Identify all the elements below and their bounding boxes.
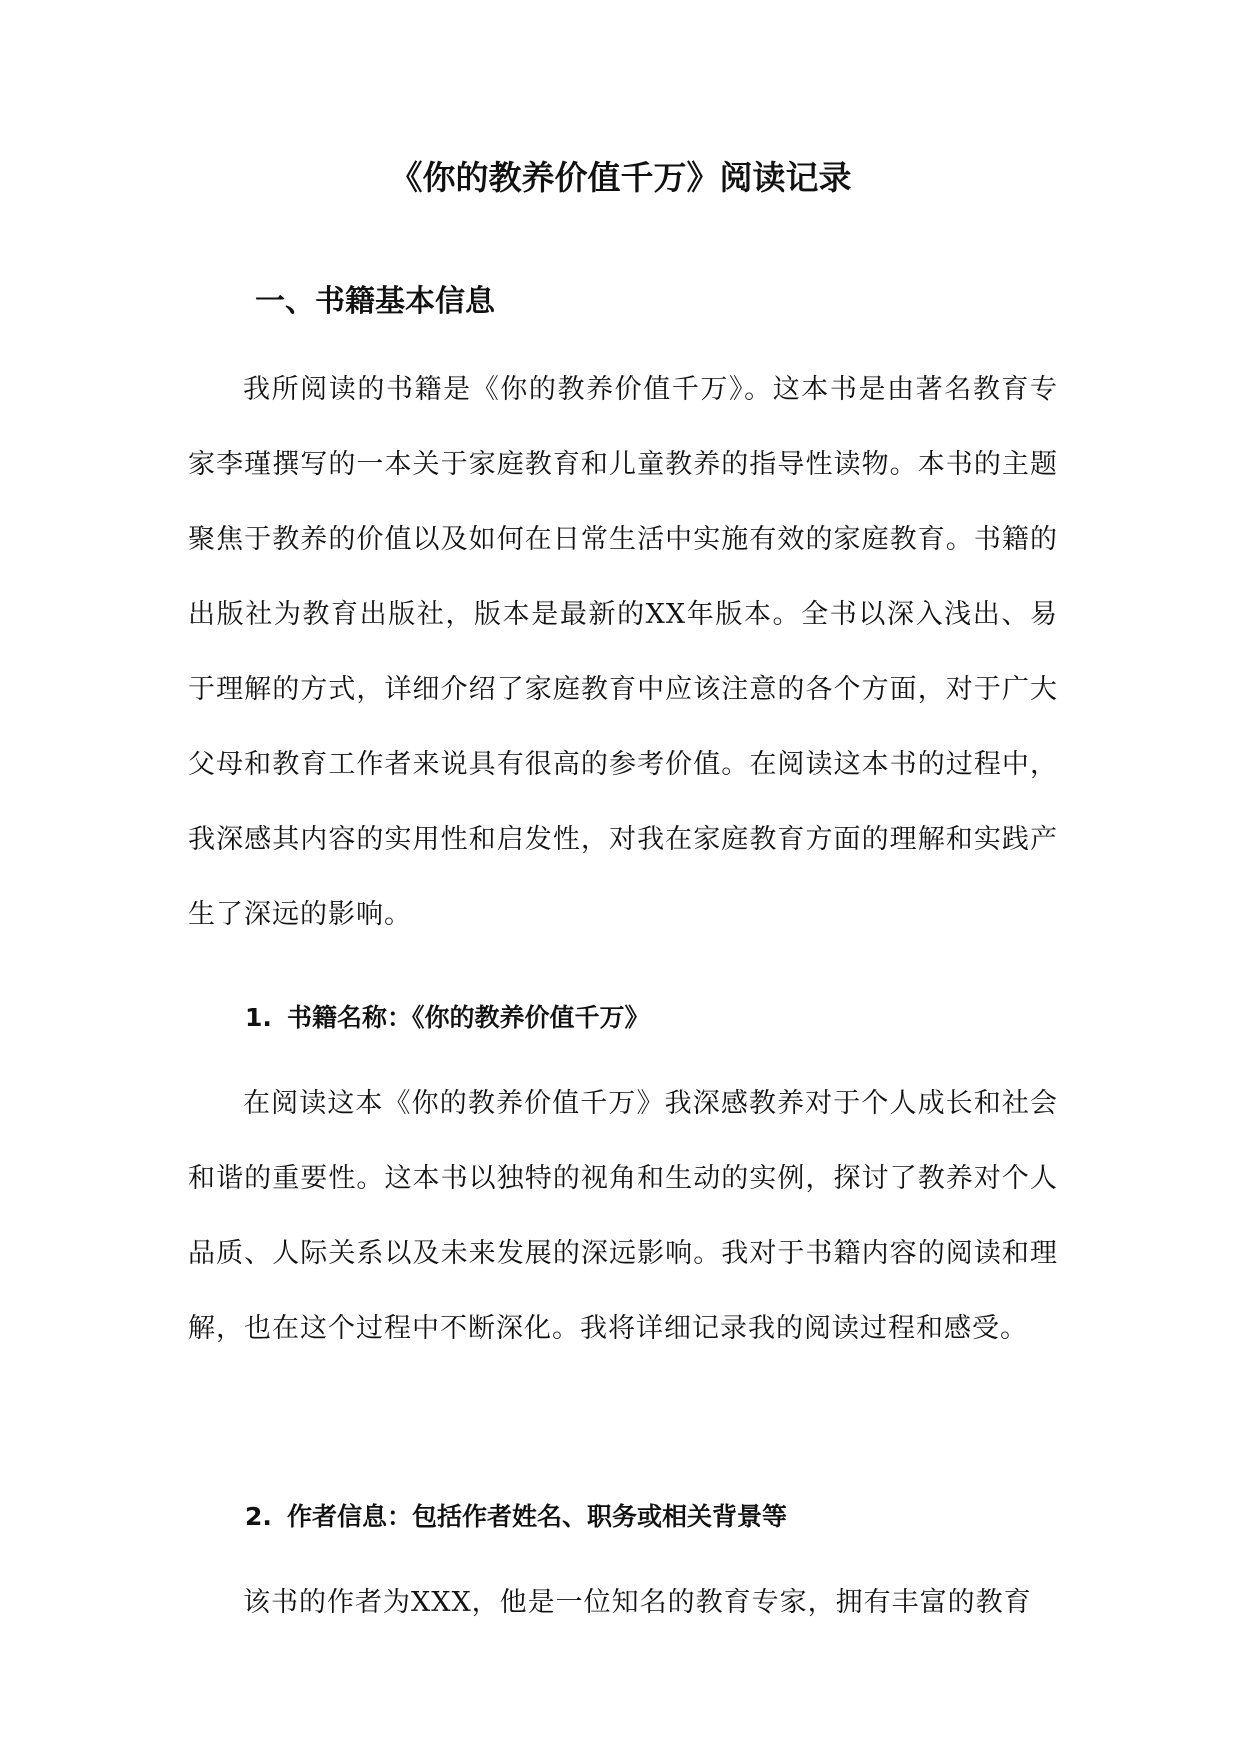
subheading-author-info [245, 1495, 787, 1539]
subheading-number: 2. [245, 1502, 272, 1531]
paragraph-author-info: 该书的作者为XXX，他是一位知名的教育专家，拥有丰富的教育 [243, 1587, 1032, 1618]
subheading-book-name [245, 996, 650, 1040]
subheading-number: 1. [245, 1003, 272, 1032]
document-title: 《你的教养价值千万》阅读记录 [389, 158, 852, 197]
paragraph-book-name: 在阅读这本《你的教养价值千万》我深感教养对于个人成长和社会和谐的重要性。这本书以独特的视角和生动的实例，探讨了教养对个人品质、人际关系以及未来发展的深远影响。我对于书籍内容的阅读和理解，也在这个过程中不断深化。我将详细记录我的阅读过程和感受。 [188, 1088, 1058, 1344]
section-heading-basic-info: 一、书籍基本信息 [255, 284, 495, 319]
subheading-text: 书籍名称：《你的教养价值千万》 [287, 1003, 650, 1032]
paragraph-basic-info: 我所阅读的书籍是《你的教养价值千万》。这本书是由著名教育专家李瑾撰写的一本关于家庭教育和儿童教养的指导性读物。本书的主题聚焦于教养的价值以及如何在日常生活中实施有效的家庭教育。书籍的出版社为教育出版社，版本是最新的XX年版本。全书以深入浅出、易于理解的方式，详细介绍了家庭教育中应该注意的各个方面，对于广大父母和教育工作者来说具有很高的参考价值。在阅读这本书的过程中，我深感其内容的实用性和启发性，对我在家庭教育方面的理解和实践产生了深远的影响。 [188, 374, 1058, 930]
subheading-text: 作者信息：包括作者姓名、职务或相关背景等 [287, 1502, 788, 1531]
